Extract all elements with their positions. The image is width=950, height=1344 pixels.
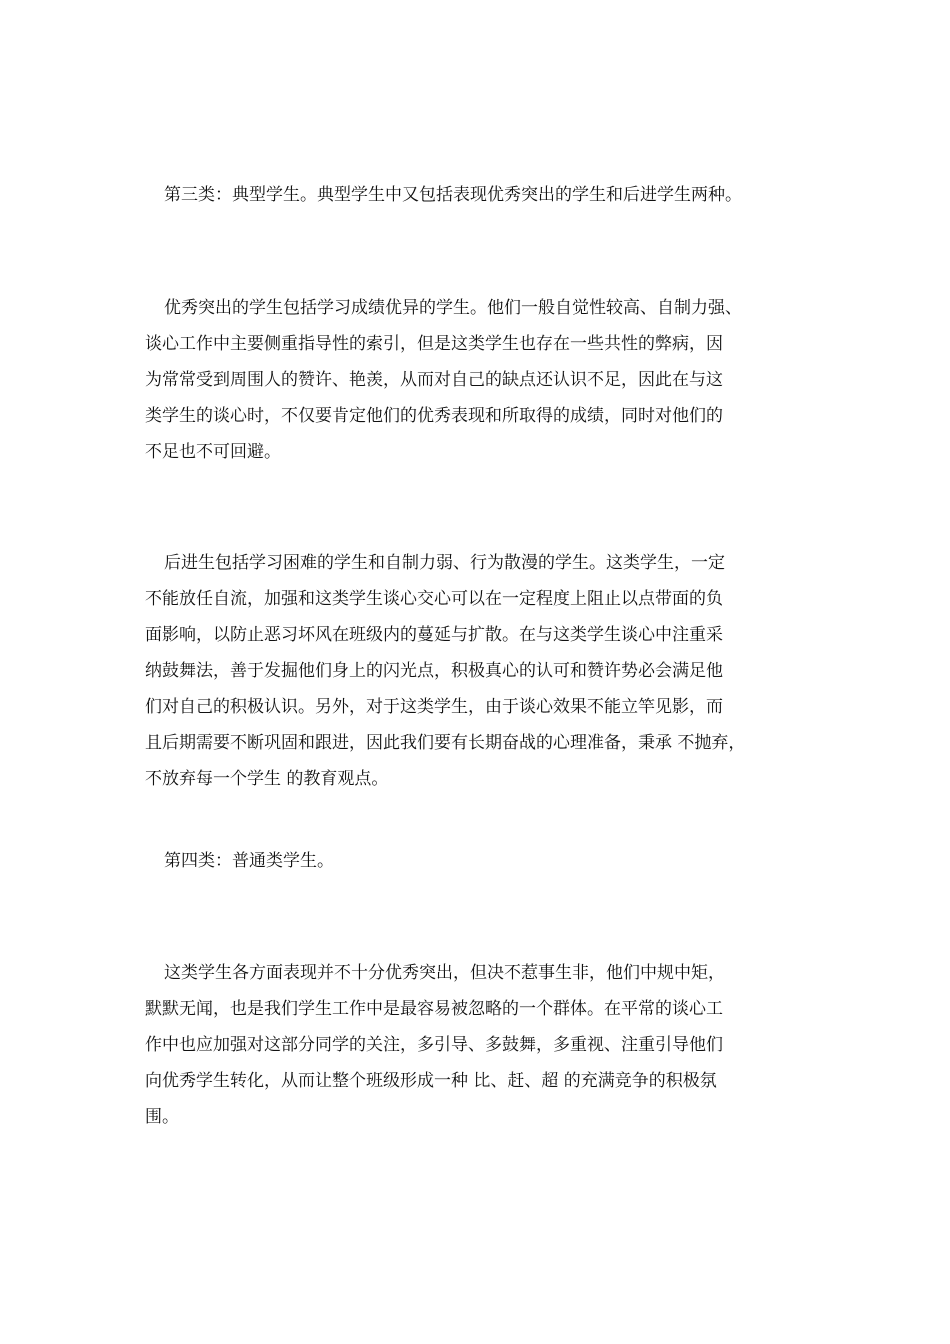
category-three-heading: [145, 177, 742, 213]
text-line: 向优秀学生转化，从而让整个班级形成一种 比、赶、超 的充满竞争的积极氛: [145, 1071, 717, 1091]
text-line: 且后期需要不断巩固和跟进，因此我们要有长期奋战的心理准备，秉承 不抛弃，: [145, 733, 746, 753]
paragraph-excellent-students: [145, 290, 742, 470]
text-line: 后进生包括学习困难的学生和自制力弱、行为散漫的学生。这类学生，一定: [164, 553, 725, 573]
text-line: 作中也应加强对这部分同学的关注，多引导、多鼓舞，多重视、注重引导他们: [145, 1035, 723, 1055]
text-line: 类学生的谈心时，不仅要肯定他们的优秀表现和所取得的成绩，同时对他们的: [145, 406, 723, 426]
text-line: 为常常受到周围人的赞许、艳羡，从而对自己的缺点还认识不足，因此在与这: [145, 370, 723, 390]
text-line: 们对自己的积极认识。另外，对于这类学生，由于谈心效果不能立竿见影，而: [145, 697, 723, 717]
text-line: 不足也不可回避。: [145, 442, 281, 462]
text-line: 面影响，以防止恶习坏风在班级内的蔓延与扩散。在与这类学生谈心中注重采: [145, 625, 723, 645]
text-line: 第三类：典型学生。典型学生中又包括表现优秀突出的学生和后进学生两种。: [164, 185, 742, 205]
text-line: 不能放任自流，加强和这类学生谈心交心可以在一定程度上阻止以点带面的负: [145, 589, 723, 609]
text-line: 优秀突出的学生包括学习成绩优异的学生。他们一般自觉性较高、自制力强、: [164, 298, 742, 318]
text-line: 谈心工作中主要侧重指导性的索引，但是这类学生也存在一些共性的弊病，因: [145, 334, 723, 354]
text-line: 不放弃每一个学生 的教育观点。: [145, 769, 389, 789]
text-line: 纳鼓舞法，善于发掘他们身上的闪光点，积极真心的认可和赞许势必会满足他: [145, 661, 723, 681]
paragraph-ordinary-students: [145, 955, 725, 1135]
text-line: 第四类：普通类学生。: [164, 851, 334, 871]
category-four-heading: [145, 843, 334, 879]
text-line: 这类学生各方面表现并不十分优秀突出，但决不惹事生非，他们中规中矩，: [164, 963, 725, 983]
paragraph-lagging-students: [145, 545, 745, 797]
text-line: 默默无闻，也是我们学生工作中是最容易被忽略的一个群体。在平常的谈心工: [145, 999, 723, 1019]
text-line: 围。: [145, 1107, 179, 1127]
